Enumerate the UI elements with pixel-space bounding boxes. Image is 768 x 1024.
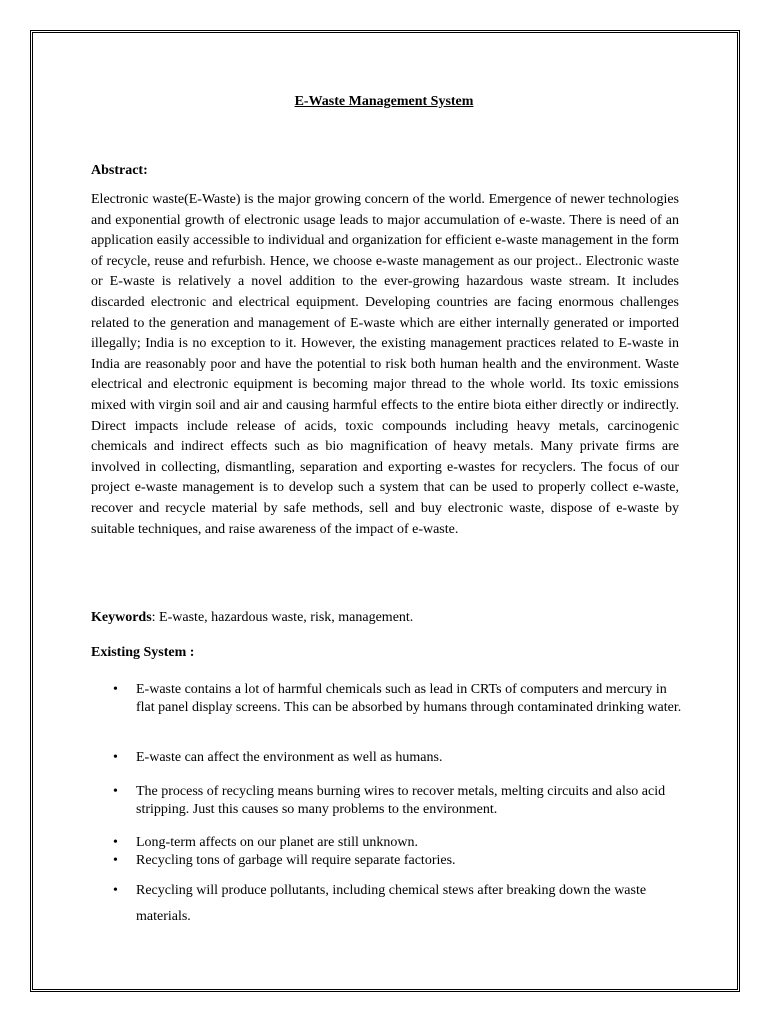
abstract-paragraph: Electronic waste(E-Waste) is the major growing concern of the world. Emergence of newer technologies and exponential growth of electronic usage leads to major accumulation of e-waste. There is need of an application easily accessible to individual and organization for efficient e-waste management in the form of recycle, reuse and refurbish. Hence, we choose e-waste management as our project.. Electronic waste or E-waste is relatively a novel addition to the ever-growing hazardous waste stream. It includes discarded electronic and electrical equipment. Developing countries are facing enormous challenges related to the generation and management of E-waste which are either internally generated or imported illegally; India is no exception to it. However, the existing management practices related to E-waste in India are reasonably poor and have the potential to risk both human health and the environment. Waste electrical and electronic equipment is becoming major thread to the whole world. Its toxic emissions mixed with virgin soil and air and causing harmful effects to the entire biota either directly or indirectly. Direct impacts include release of acids, toxic compounds including heavy metals, carcinogenic chemicals and indirect effects such as bio magnification of heavy metals. Many private firms are involved in collecting, dismantling, separation and exporting e-wastes for recyclers. The focus of our project e-waste management is to develop such a system that can be used to properly collect e-waste, recover and recycle material by safe methods, sell and buy electronic waste, dispose of e-waste by suitable techniques, and raise awareness of the impact of e-waste. xyxy=(91,192,679,537)
list-item-text: Long-term affects on our planet are still unknown. xyxy=(136,835,418,850)
keywords-text: : E-waste, hazardous waste, risk, management. xyxy=(151,610,414,625)
list-item xyxy=(113,783,683,819)
document-title: E-Waste Management System xyxy=(294,94,474,109)
bullet-icon: • xyxy=(113,682,118,697)
list-item-text: E-waste can affect the environment as well as humans. xyxy=(136,750,443,765)
list-item xyxy=(113,681,683,717)
list-item-text: Recycling will produce pollutants, including chemical stews after breaking down the waste materials. xyxy=(136,883,647,924)
list-item-text: The process of recycling means burning wires to recover metals, melting circuits and also acid stripping. Just this causes so many problems to the environment. xyxy=(136,784,666,817)
bullet-icon: • xyxy=(113,784,118,799)
abstract-heading: Abstract: xyxy=(91,163,148,178)
bullet-icon: • xyxy=(113,835,118,850)
list-item xyxy=(113,878,683,930)
bullet-icon: • xyxy=(113,883,118,898)
list-item-text: Recycling tons of garbage will require separate factories. xyxy=(136,853,456,868)
bullet-icon: • xyxy=(113,750,118,765)
keywords-label: Keywords xyxy=(91,610,152,625)
list-item xyxy=(113,834,683,852)
list-item xyxy=(113,749,683,767)
list-item xyxy=(113,852,683,870)
existing-system-heading: Existing System : xyxy=(91,645,195,660)
keywords-line xyxy=(91,608,413,628)
bullet-icon: • xyxy=(113,853,118,868)
list-item-text: E-waste contains a lot of harmful chemicals such as lead in CRTs of computers and mercury in flat panel display screens. This can be absorbed by humans through contaminated drinking water. xyxy=(136,682,682,715)
